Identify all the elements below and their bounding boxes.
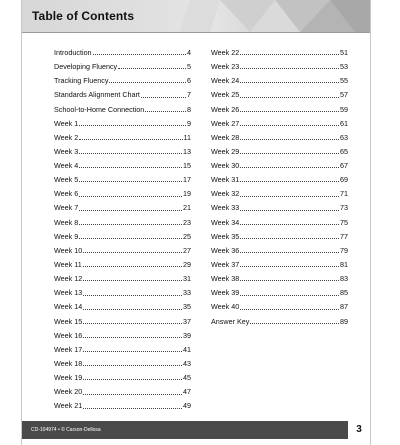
dot-leader (83, 323, 182, 324)
dot-leader (240, 238, 339, 239)
dot-leader (240, 280, 339, 281)
toc-entry-label: Week 29 (211, 146, 240, 156)
toc-entry[interactable] (54, 169, 191, 183)
toc-entry[interactable] (54, 282, 191, 296)
toc-entry[interactable] (54, 339, 191, 353)
toc-entry-page: 39 (183, 330, 191, 340)
toc-entry-page: 21 (183, 203, 191, 213)
toc-entry-page: 33 (183, 288, 191, 298)
toc-entry-label: Week 1 (54, 118, 79, 128)
toc-entry-page: 8 (187, 104, 191, 114)
toc-entry-label: Developing Fluency (54, 62, 118, 72)
toc-entry[interactable] (54, 367, 191, 381)
toc-entry-page: 77 (340, 231, 348, 241)
toc-entry[interactable] (211, 183, 348, 197)
dot-leader (240, 181, 339, 182)
dot-leader (240, 295, 339, 296)
toc-entry[interactable] (54, 268, 191, 282)
toc-entry-page: 69 (340, 175, 348, 185)
toc-entry[interactable] (54, 297, 191, 311)
document-page (22, 0, 370, 445)
toc-entry-page: 51 (340, 47, 348, 57)
toc-column-left (54, 42, 191, 410)
toc-entry[interactable] (54, 113, 191, 127)
toc-entry[interactable] (54, 226, 191, 240)
toc-entry-label: Week 12 (54, 274, 83, 284)
dot-leader (79, 139, 182, 140)
toc-entry[interactable] (54, 183, 191, 197)
toc-entry-page: 55 (340, 76, 348, 86)
toc-entry-page: 71 (340, 189, 348, 199)
dot-leader (83, 351, 182, 352)
toc-entry[interactable] (211, 70, 348, 84)
toc-entry-label: Week 30 (211, 161, 240, 171)
toc-entry-label: Standards Alignment Chart (54, 90, 140, 100)
toc-entry-page: 53 (340, 62, 348, 72)
toc-column-right (211, 42, 348, 325)
toc-entry-label: Week 7 (54, 203, 79, 213)
toc-entry[interactable] (211, 212, 348, 226)
toc-entry-label: Week 38 (211, 274, 240, 284)
toc-entry-page: 9 (187, 118, 191, 128)
toc-entry-page: 6 (187, 76, 191, 86)
dot-leader (240, 309, 339, 310)
toc-entry-page: 25 (183, 231, 191, 241)
toc-entry-page: 83 (340, 274, 348, 284)
toc-entry-label: Week 20 (54, 387, 83, 397)
dot-leader (240, 54, 339, 55)
dot-leader (240, 224, 339, 225)
dot-leader (79, 238, 182, 239)
dot-leader (141, 97, 186, 98)
toc-entry-label: Week 18 (54, 359, 83, 369)
toc-entry-page: 57 (340, 90, 348, 100)
dot-leader (83, 394, 182, 395)
toc-entry[interactable] (54, 198, 191, 212)
toc-entry[interactable] (211, 254, 348, 268)
dot-leader (240, 266, 339, 267)
toc-entry[interactable] (54, 70, 191, 84)
toc-entry[interactable] (54, 325, 191, 339)
toc-entry-page: 19 (183, 189, 191, 199)
toc-entry-page: 61 (340, 118, 348, 128)
page-title: Table of Contents (32, 9, 135, 23)
dot-leader (240, 252, 339, 253)
toc-entry-label: Week 5 (54, 175, 79, 185)
header-banner (22, 0, 370, 33)
toc-entry-page: 73 (340, 203, 348, 213)
dot-leader (109, 82, 186, 83)
toc-entry-page: 75 (340, 217, 348, 227)
toc-entry-page: 7 (187, 90, 191, 100)
toc-entry[interactable] (211, 297, 348, 311)
toc-entry[interactable] (211, 56, 348, 70)
toc-entry[interactable] (211, 226, 348, 240)
toc-entry-label: Tracking Fluency (54, 76, 109, 86)
dot-leader (83, 379, 182, 380)
toc-entry-page: 47 (183, 387, 191, 397)
dot-leader (240, 210, 339, 211)
toc-entry-page: 5 (187, 62, 191, 72)
toc-entry-page: 49 (183, 401, 191, 411)
toc-entry-page: 13 (183, 146, 191, 156)
toc-entry-page: 15 (183, 161, 191, 171)
toc-entry[interactable] (211, 155, 348, 169)
toc-entry-page: 63 (340, 132, 348, 142)
toc-entry-label: Week 22 (211, 47, 240, 57)
toc-entry-label: Week 21 (54, 401, 83, 411)
toc-entry-label: Week 14 (54, 302, 83, 312)
toc-entry[interactable] (54, 155, 191, 169)
dot-leader (240, 82, 339, 83)
toc-entry-page: 85 (340, 288, 348, 298)
toc-entry-label: Week 19 (54, 373, 83, 383)
dot-leader (83, 280, 182, 281)
decorative-triangles-graphic (180, 0, 370, 32)
toc-entry-label: Week 35 (211, 231, 240, 241)
toc-entry[interactable] (211, 113, 348, 127)
dot-leader (83, 252, 182, 253)
toc-entry[interactable] (211, 169, 348, 183)
toc-entry-label: School-to-Home Connection (54, 104, 145, 114)
toc-entry-label: Week 17 (54, 344, 83, 354)
dot-leader (79, 125, 186, 126)
dot-leader (79, 167, 182, 168)
dot-leader (83, 266, 182, 267)
toc-entry-label: Week 25 (211, 90, 240, 100)
dot-leader (240, 68, 339, 69)
toc-entry-label: Week 40 (211, 302, 240, 312)
dot-leader (240, 125, 339, 126)
toc-entry[interactable] (54, 381, 191, 395)
toc-entry-label: Week 33 (211, 203, 240, 213)
dot-leader (79, 196, 182, 197)
toc-entry[interactable] (211, 240, 348, 254)
dot-leader (240, 139, 339, 140)
toc-entry-page: 43 (183, 359, 191, 369)
dot-leader (240, 167, 339, 168)
toc-entry-label: Week 26 (211, 104, 240, 114)
toc-entry[interactable] (211, 99, 348, 113)
toc-entry-page: 81 (340, 260, 348, 270)
page-number: 3 (356, 424, 362, 435)
toc-entry-page: 27 (183, 245, 191, 255)
dot-leader (118, 68, 186, 69)
dot-leader (240, 196, 339, 197)
toc-entry[interactable] (54, 311, 191, 325)
toc-entry-label: Introduction (54, 47, 92, 57)
dot-leader (240, 97, 339, 98)
toc-entry[interactable] (211, 42, 348, 56)
toc-entry[interactable] (211, 141, 348, 155)
toc-entry-page: 89 (340, 316, 348, 326)
toc-entry-page: 37 (183, 316, 191, 326)
toc-entry-page: 59 (340, 104, 348, 114)
toc-entry-page: 87 (340, 302, 348, 312)
dot-leader (83, 408, 182, 409)
toc-entry-label: Week 11 (54, 260, 82, 270)
dot-leader (83, 295, 182, 296)
toc-entry-page: 79 (340, 245, 348, 255)
toc-entry[interactable] (211, 311, 348, 325)
toc-entry-label: Week 15 (54, 316, 83, 326)
toc-entry-page: 11 (183, 132, 191, 142)
toc-entry[interactable] (211, 268, 348, 282)
toc-entry-label: Week 2 (54, 132, 79, 142)
toc-entry-label: Week 24 (211, 76, 240, 86)
toc-entry-label: Week 16 (54, 330, 83, 340)
footer-credit: CD-104974 • © Carson-Dellosa (31, 427, 101, 433)
toc-entry-page: 31 (183, 274, 191, 284)
toc-entry[interactable] (211, 282, 348, 296)
toc-entry-label: Week 10 (54, 245, 83, 255)
toc-entry[interactable] (54, 56, 191, 70)
toc-entry-label: Week 28 (211, 132, 240, 142)
toc-entry-label: Week 13 (54, 288, 83, 298)
dot-leader (93, 54, 186, 55)
toc-entry-page: 4 (187, 47, 191, 57)
toc-entry[interactable] (54, 353, 191, 367)
page-number-box (348, 421, 370, 439)
toc-entry-label: Week 34 (211, 217, 240, 227)
toc-entry-page: 45 (183, 373, 191, 383)
dot-leader (83, 309, 182, 310)
dot-leader (240, 111, 339, 112)
toc-entry[interactable] (54, 42, 191, 56)
dot-leader (79, 181, 182, 182)
dot-leader (79, 224, 182, 225)
toc-entry-label: Week 9 (54, 231, 79, 241)
toc-entry[interactable] (54, 240, 191, 254)
toc-entry-label: Week 6 (54, 189, 79, 199)
dot-leader (79, 153, 182, 154)
toc-entry-label: Week 31 (211, 175, 240, 185)
toc-entry-page: 17 (183, 175, 191, 185)
toc-entry-page: 35 (183, 302, 191, 312)
toc-entry-label: Week 36 (211, 245, 240, 255)
dot-leader (79, 210, 182, 211)
toc-entry-label: Week 4 (54, 161, 79, 171)
toc-entry[interactable] (54, 254, 191, 268)
toc-entry[interactable] (54, 99, 191, 113)
toc-entry[interactable] (211, 198, 348, 212)
toc-entry-page: 23 (183, 217, 191, 227)
toc-entry[interactable] (211, 84, 348, 98)
toc-entry-label: Week 37 (211, 260, 240, 270)
dot-leader (83, 337, 182, 338)
toc-entry[interactable] (54, 212, 191, 226)
toc-entry-page: 29 (183, 260, 191, 270)
toc-entry[interactable] (54, 84, 191, 98)
dot-leader (240, 153, 339, 154)
toc-entry[interactable] (54, 141, 191, 155)
toc-entry[interactable] (211, 127, 348, 141)
toc-entry-label: Week 32 (211, 189, 240, 199)
toc-entry-page: 67 (340, 161, 348, 171)
toc-entry-page: 41 (183, 344, 191, 354)
footer-bar (22, 421, 370, 439)
toc-entry-label: Week 39 (211, 288, 240, 298)
toc-entry-label: Week 8 (54, 217, 79, 227)
toc-entry[interactable] (54, 127, 191, 141)
toc-entry-label: Week 27 (211, 118, 240, 128)
toc-entry-page: 65 (340, 146, 348, 156)
toc-entry-label: Answer Key (211, 316, 250, 326)
toc-entry-label: Week 23 (211, 62, 240, 72)
dot-leader (250, 323, 339, 324)
toc-entry[interactable] (54, 396, 191, 410)
dot-leader (145, 111, 186, 112)
dot-leader (83, 365, 182, 366)
toc-entry-label: Week 3 (54, 146, 79, 156)
